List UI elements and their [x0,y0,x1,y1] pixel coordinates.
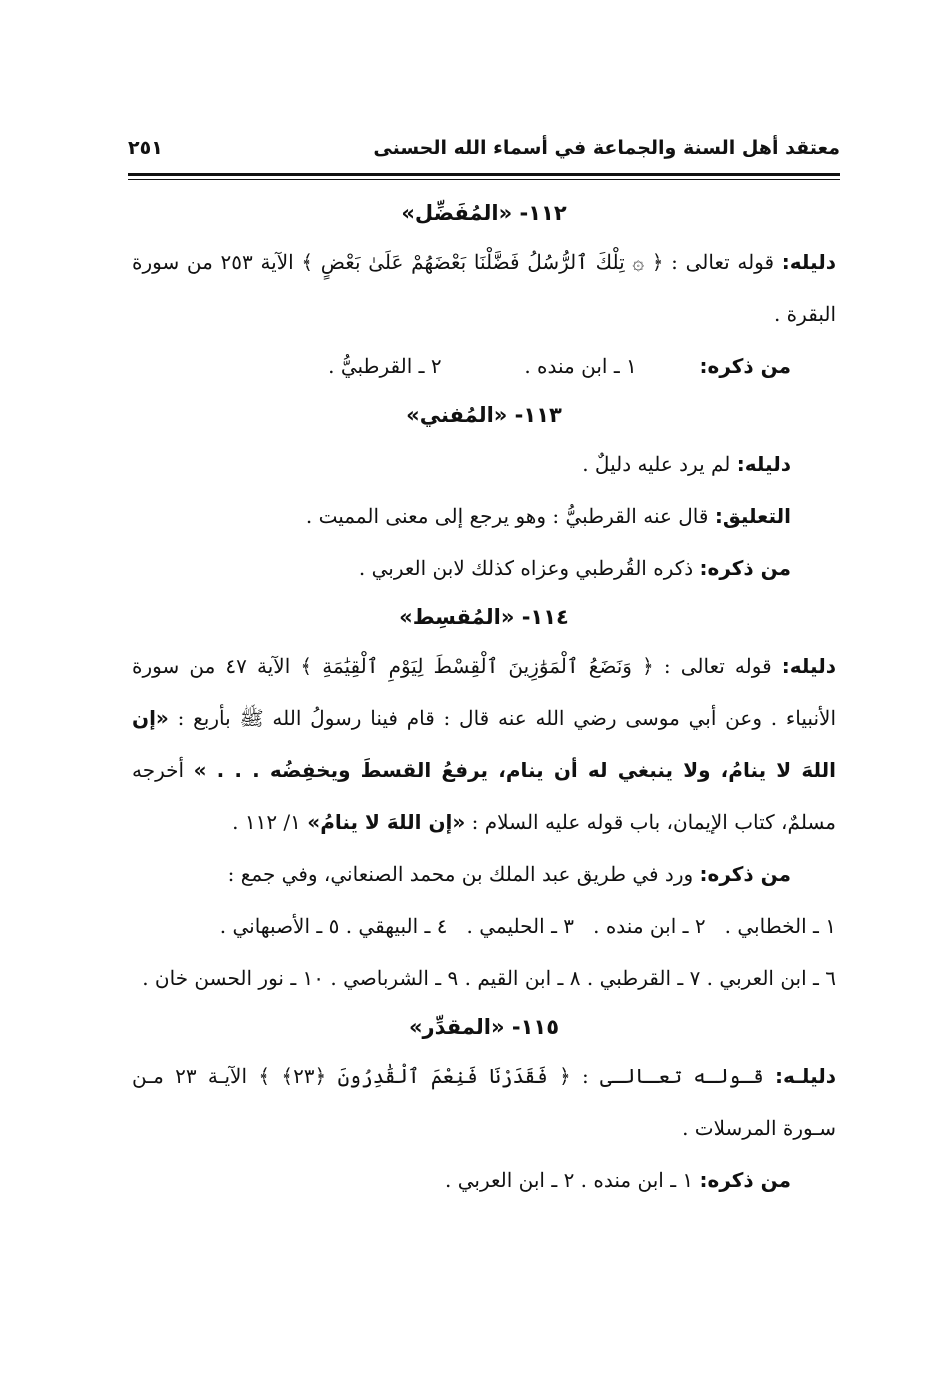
daleel-paragraph [132,1050,836,1154]
dhikr-text: ١ ـ ابن منده . ٢ ـ ابن العربي . [445,1168,700,1192]
daleel-reference: الآيـة ٢٣ مـن سـورة المرسلات . [132,1064,836,1140]
dhikr-label: من ذكره: [699,1168,791,1192]
daleel-paragraph [132,236,836,340]
daleel-intro: قـولـه تعـالـى : [570,1064,775,1088]
daleel-label: دليله: [781,654,836,678]
hadith-source: أخرجه مسلمٌ، كتاب الإيمان، باب قوله عليه السلام : [132,758,836,834]
entry-115 [132,1004,836,1206]
entry-113 [132,392,836,594]
dhikr-list-line: ١ ـ الخطابي . ٢ ـ ابن منده . ٣ ـ الحليمي . ٤ ـ البيهقي . ٥ ـ الأصبهاني . [219,914,836,938]
dhikr-paragraph [132,542,836,594]
header-rule-thin [128,179,840,180]
daleel-text: لم يرد عليه دليلٌ . [582,452,737,476]
hadith-page: ١/ ١١٢ . [232,810,308,834]
hadith-text: «إن اللهَ لا ينامُ، ولا ينبغي له أن ينام، يرفعُ القسطَ ويخفِضُه . . . » [132,706,836,782]
dhikr-paragraph [132,1154,836,1206]
entry-title: ١١٥- «المقدِّر» [408,1015,560,1039]
quran-verse: ﴿ فَقَدَرْنَا فَنِعْمَ ٱلْقَٰدِرُونَ ﴿٢٣﴾ ﴾ [258,1064,571,1088]
dhikr-label: من ذكره: [699,862,791,886]
header-rule-thick [128,173,840,176]
daleel-paragraph [132,640,836,848]
entry-112 [132,190,836,392]
dhikr-paragraph [132,848,836,900]
dhikr-item: ١ ـ ابن منده . [524,354,637,378]
daleel-intro: قوله تعالى : [653,654,782,678]
dhikr-label: من ذكره: [699,354,791,378]
entry-114 [132,594,836,1004]
dhikr-paragraph [132,340,836,392]
entry-title: ١١٣- «المُفني» [406,403,562,427]
dhikr-text: ورد في طريق عبد الملك بن محمد الصنعاني، وفي جمع : [227,862,700,886]
daleel-intro: قوله تعالى : [663,250,782,274]
daleel-label: دليلـه: [774,1064,837,1088]
daleel-label: دليله: [736,452,791,476]
page-body [132,190,836,1206]
page-number: ٢٥١ [128,137,163,159]
dhikr-list-line: ٦ ـ ابن العربي . ٧ ـ القرطبي . ٨ ـ ابن القيم . ٩ ـ الشرباصي . ١٠ ـ نور الحسن خان . [142,966,836,990]
taleeq-label: التعليق: [714,504,791,528]
hadith-chapter: «إن اللهَ لا ينامُ» [307,810,466,834]
daleel-reference: الآية ٢٥٣ من سورة البقرة . [132,250,836,326]
dhikr-text: ذكره القُرطبي وعزاه كذلك لابن العربي . [358,556,700,580]
taleeq-text: قال عنه القرطبيُّ : وهو يرجع إلى معنى المميت . [305,504,715,528]
daleel-label: دليله: [781,250,836,274]
entry-title: ١١٤- «المُقسِط» [399,605,569,629]
dhikr-label: من ذكره: [699,556,791,580]
running-title: معتقد أهل السنة والجماعة في أسماء الله الحسنى [373,137,840,159]
dhikr-item: ٢ ـ القرطبيُّ . [328,354,442,378]
taleeq-paragraph [132,490,836,542]
entry-title: ١١٢- «المُفَضِّل» [401,201,567,225]
quran-verse: ﴿ وَنَضَعُ ٱلْمَوَٰزِينَ ٱلْقِسْطَ لِيَوْمِ ٱلْقِيَٰمَةِ ﴾ [300,654,654,678]
daleel-paragraph [132,438,836,490]
running-header [128,128,840,168]
quran-verse: ﴿ ۞ تِلْكَ ٱلرُّسُلُ فَضَّلْنَا بَعْضَهُمْ عَلَىٰ بَعْضٍ ﴾ [301,250,664,274]
daleel-reference: الآية ٤٧ من سورة الأنبياء . وعن أبي موسى رضي الله عنه قال : قام فينا رسولُ الله ﷺ بأربع : [132,654,836,730]
